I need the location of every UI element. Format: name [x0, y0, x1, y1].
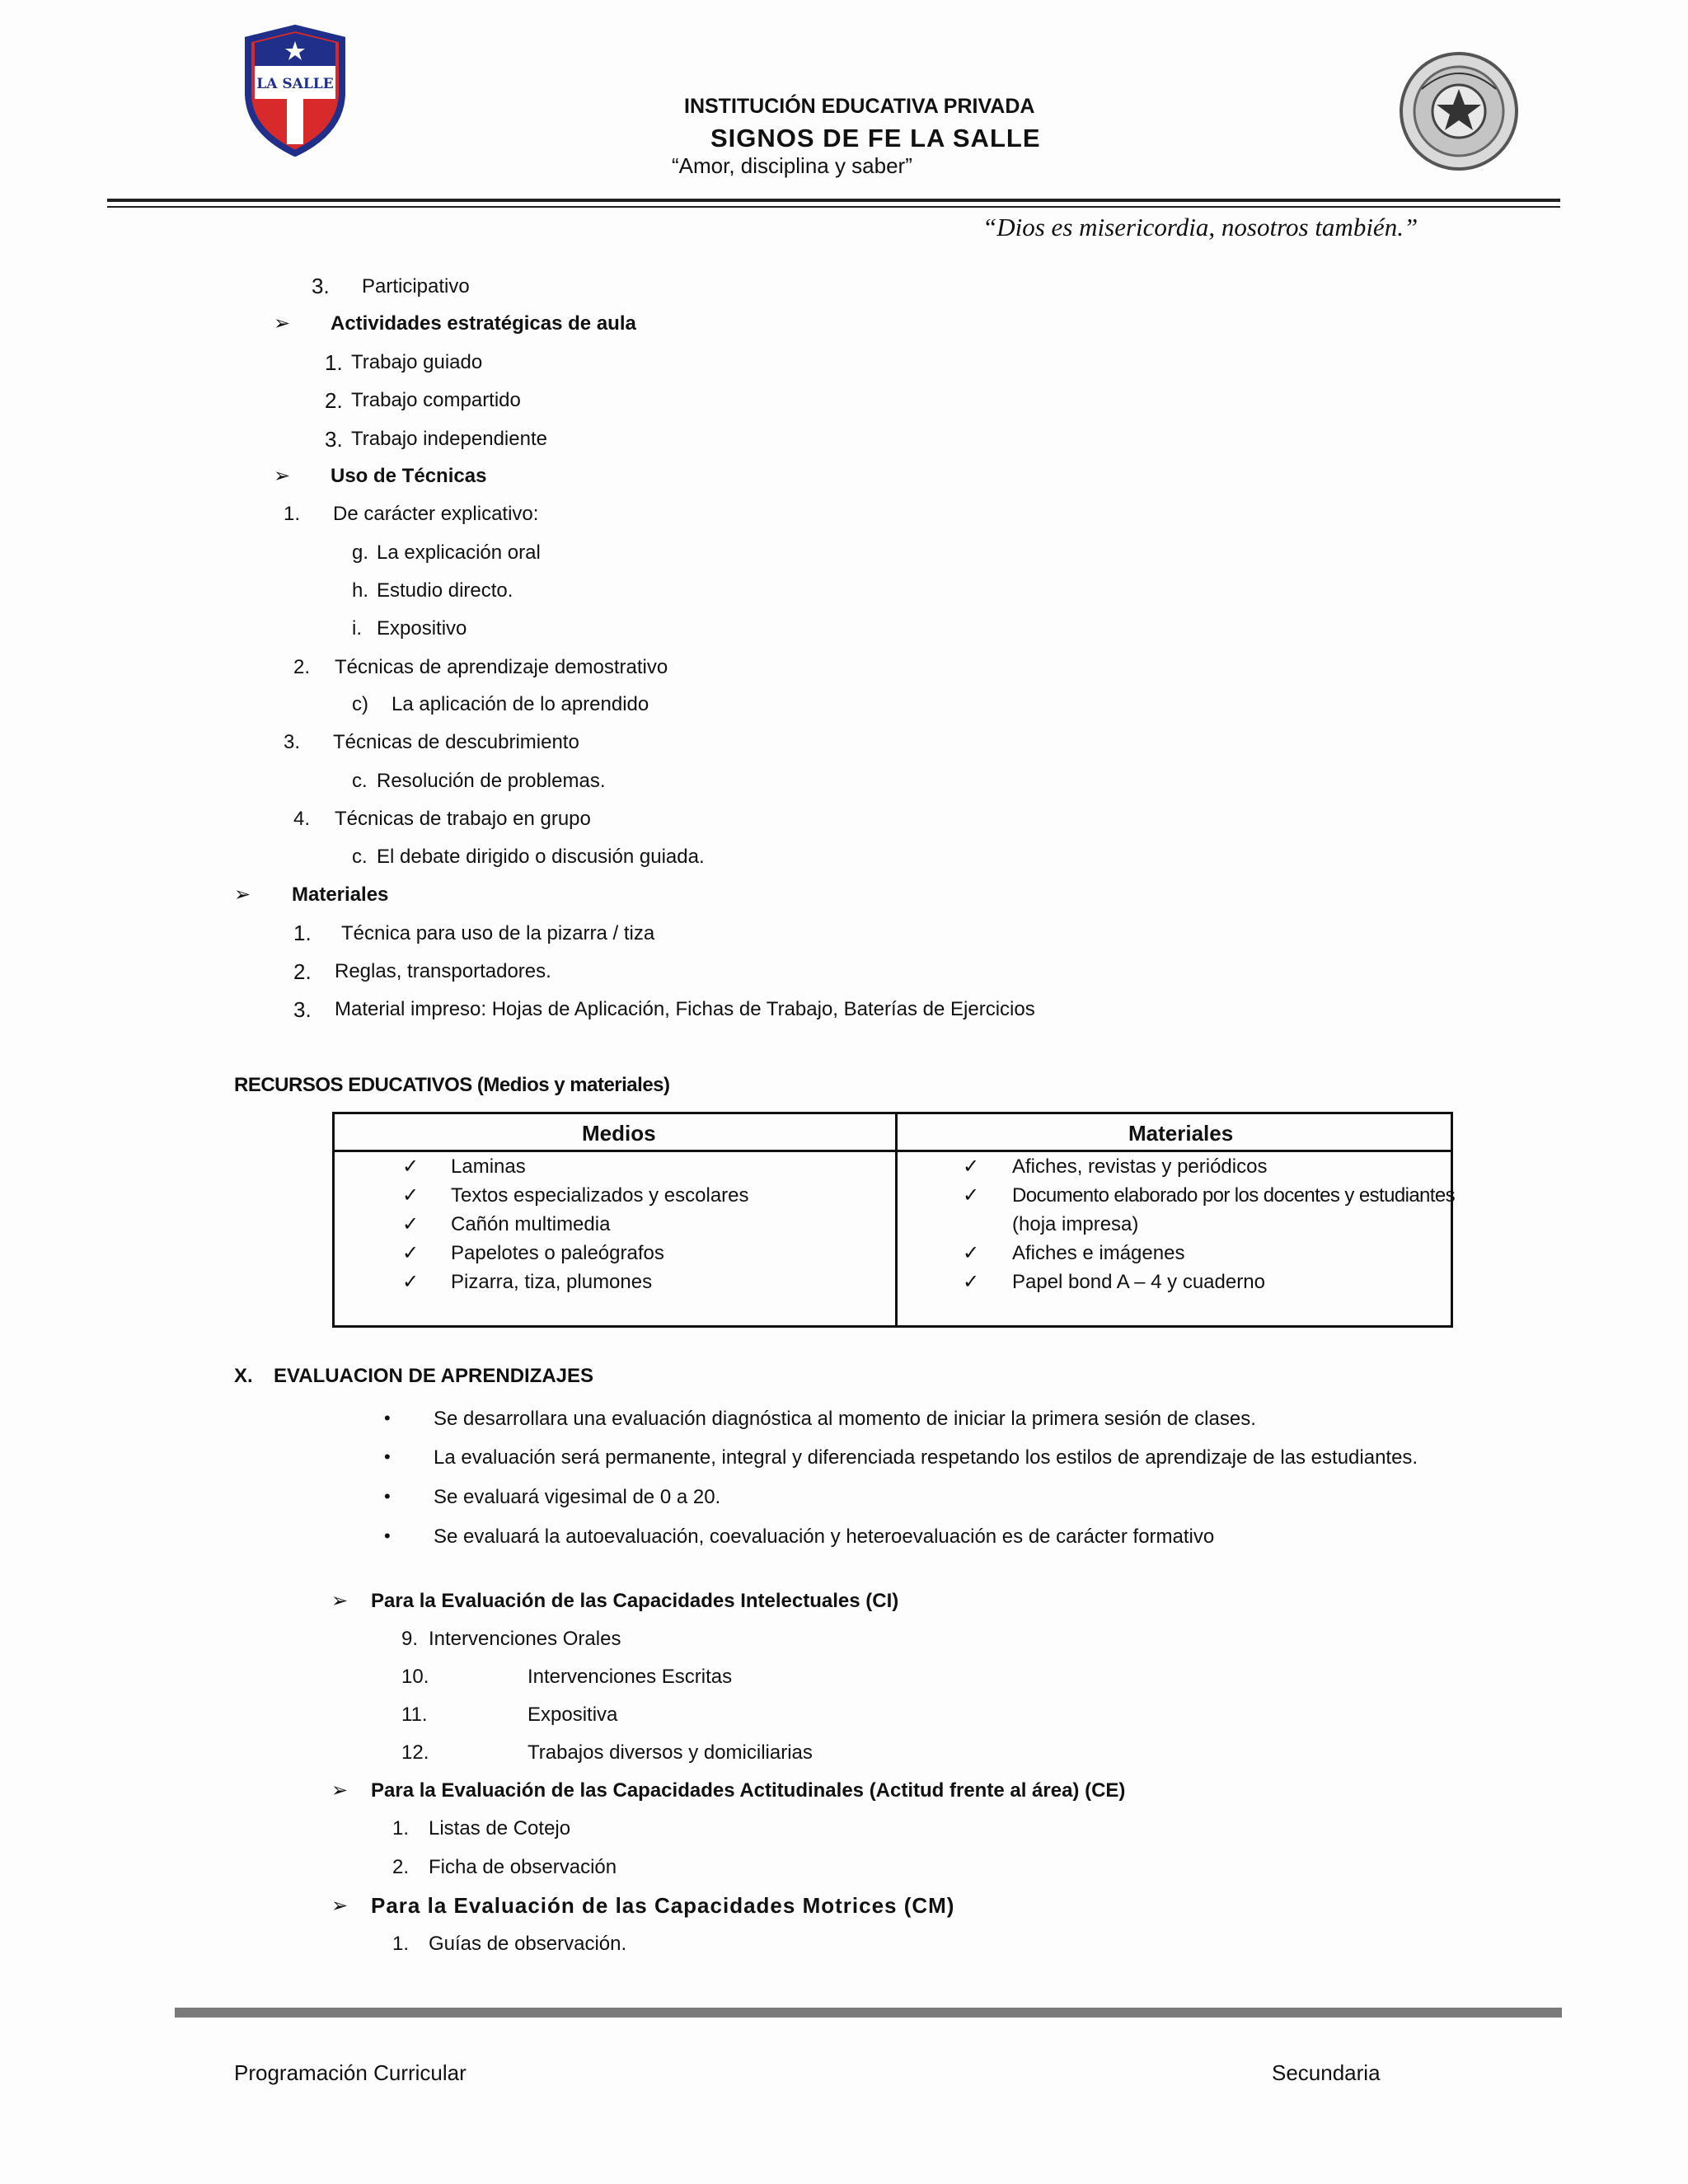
- list-number: 2.: [293, 656, 311, 678]
- list-number: 3.: [312, 274, 330, 298]
- section-heading: Uso de Técnicas: [331, 465, 487, 487]
- footer-right-text: Secundaria: [1272, 2060, 1381, 2085]
- institution-name: SIGNOS DE FE LA SALLE: [710, 124, 1041, 152]
- list-item: Técnicas de trabajo en grupo: [335, 808, 591, 830]
- list-item: Técnicas de aprendizaje demostrativo: [335, 656, 668, 678]
- list-item: Trabajo compartido: [351, 389, 521, 411]
- list-item: Resolución de problemas.: [377, 770, 606, 792]
- signum-fidei-seal-logo: [1397, 49, 1521, 173]
- medios-item: Pizarra, tiza, plumones: [451, 1271, 653, 1293]
- evaluacion-heading: EVALUACION DE APRENDIZAJES: [274, 1365, 594, 1387]
- list-item: La explicación oral: [377, 541, 541, 564]
- bullet-dot-icon: •: [384, 1446, 391, 1467]
- checkmark-icon: ✓: [963, 1155, 980, 1178]
- list-item: Expositivo: [377, 617, 467, 640]
- list-number: 1.: [325, 350, 343, 375]
- list-number: 2.: [325, 388, 343, 413]
- list-item: De carácter explicativo:: [333, 503, 539, 525]
- list-item: Guías de observación.: [429, 1933, 627, 1955]
- checkmark-icon: ✓: [963, 1242, 980, 1264]
- list-item: Expositiva: [528, 1704, 618, 1726]
- checkmark-icon: ✓: [963, 1271, 980, 1293]
- header-quote: “Dios es misericordia, nosotros también.”: [982, 213, 1418, 241]
- arrow-bullet-icon: ➢: [331, 1590, 349, 1612]
- list-letter: g.: [352, 541, 369, 564]
- column-divider: [895, 1114, 898, 1325]
- arrow-bullet-icon: ➢: [234, 883, 251, 906]
- list-number: 9.: [401, 1628, 419, 1650]
- resources-table: [332, 1112, 1456, 1328]
- checkmark-icon: ✓: [402, 1184, 420, 1207]
- list-letter: c): [352, 693, 368, 715]
- list-number: 2.: [392, 1856, 410, 1878]
- list-number: 3.: [293, 997, 312, 1022]
- list-number: 1.: [284, 503, 301, 525]
- medios-item: Laminas: [451, 1155, 526, 1178]
- footer-left-text: Programación Curricular: [234, 2060, 467, 2085]
- list-item: Participativo: [362, 275, 470, 298]
- column-header-materiales: Materiales: [1128, 1121, 1234, 1146]
- list-item: Estudio directo.: [377, 579, 513, 602]
- header-rule-thin: [107, 206, 1560, 208]
- materiales-item: Afiches, revistas y periódicos: [1012, 1155, 1268, 1178]
- list-number: 12.: [401, 1741, 429, 1764]
- list-item: Ficha de observación: [429, 1856, 617, 1878]
- checkmark-icon: ✓: [402, 1155, 420, 1178]
- list-item: Intervenciones Orales: [429, 1628, 621, 1650]
- checkmark-icon: ✓: [402, 1213, 420, 1235]
- arrow-bullet-icon: ➢: [274, 312, 291, 335]
- list-item: Trabajo independiente: [351, 428, 547, 450]
- list-number: 4.: [293, 808, 311, 830]
- list-number: 1.: [392, 1933, 410, 1955]
- medios-item: Papelotes o paleógrafos: [451, 1242, 664, 1264]
- list-number: 1.: [392, 1817, 410, 1840]
- list-item: Intervenciones Escritas: [528, 1666, 733, 1688]
- bullet-dot-icon: •: [384, 1486, 391, 1507]
- ce-heading: Para la Evaluación de las Capacidades Actitudinales (Actitud frente al área) (CE): [371, 1779, 1126, 1802]
- bullet-dot-icon: •: [384, 1526, 391, 1546]
- list-number: 10.: [401, 1666, 429, 1688]
- list-item: Trabajos diversos y domiciliarias: [528, 1741, 813, 1764]
- list-item: La aplicación de lo aprendido: [392, 693, 649, 715]
- list-number: 2.: [293, 959, 312, 984]
- list-number: 3.: [284, 731, 301, 753]
- recursos-heading: RECURSOS EDUCATIVOS (Medios y materiales): [234, 1074, 670, 1096]
- materiales-item: Papel bond A – 4 y cuaderno: [1012, 1271, 1265, 1293]
- list-letter: i.: [352, 617, 362, 640]
- medios-item: Textos especializados y escolares: [451, 1184, 749, 1207]
- footer-rule: [175, 2008, 1562, 2018]
- list-item: Listas de Cotejo: [429, 1817, 571, 1840]
- list-letter: c.: [352, 846, 368, 868]
- medios-item: Cañón multimedia: [451, 1213, 611, 1235]
- list-item: Técnica para uso de la pizarra / tiza: [341, 922, 655, 944]
- list-item: Trabajo guiado: [351, 351, 483, 373]
- materiales-item: (hoja impresa): [1012, 1213, 1139, 1235]
- evaluacion-bullet: Se evaluará la autoevaluación, coevaluación y heteroevaluación es de carácter formativo: [434, 1526, 1215, 1548]
- ci-heading: Para la Evaluación de las Capacidades Intelectuales (CI): [371, 1590, 899, 1612]
- svg-text:LA SALLE: LA SALLE: [256, 76, 334, 92]
- list-number: 11.: [401, 1704, 428, 1726]
- list-item: El debate dirigido o discusión guiada.: [377, 846, 705, 868]
- section-heading: Actividades estratégicas de aula: [331, 312, 636, 335]
- header-rule: [107, 199, 1560, 202]
- list-number: 3.: [325, 427, 343, 452]
- section-number: X.: [234, 1365, 253, 1387]
- checkmark-icon: ✓: [402, 1271, 420, 1293]
- list-letter: h.: [352, 579, 369, 602]
- la-salle-shield-logo: [241, 25, 349, 157]
- evaluacion-bullet: Se evaluará vigesimal de 0 a 20.: [434, 1486, 721, 1508]
- cm-heading: Para la Evaluación de las Capacidades Motrices (CM): [371, 1893, 955, 1918]
- list-item: Técnicas de descubrimiento: [333, 731, 579, 753]
- evaluacion-bullet: La evaluación será permanente, integral y diferenciada respetando los estilos de aprendizaje de las estudiantes.: [434, 1446, 1418, 1469]
- bullet-dot-icon: •: [384, 1408, 391, 1428]
- institution-motto: “Amor, disciplina y saber”: [672, 153, 912, 178]
- arrow-bullet-icon: ➢: [331, 1895, 349, 1917]
- section-heading: Materiales: [292, 883, 389, 906]
- evaluacion-bullet: Se desarrollara una evaluación diagnóstica al momento de iniciar la primera sesión de clases.: [434, 1408, 1256, 1430]
- checkmark-icon: ✓: [963, 1184, 980, 1207]
- list-number: 1.: [293, 921, 312, 945]
- arrow-bullet-icon: ➢: [274, 465, 291, 487]
- checkmark-icon: ✓: [402, 1242, 420, 1264]
- list-item: Material impreso: Hojas de Aplicación, Fichas de Trabajo, Baterías de Ejercicios: [335, 998, 1035, 1020]
- materiales-item: Documento elaborado por los docentes y estudiantes: [1012, 1184, 1456, 1207]
- materiales-item: Afiches e imágenes: [1012, 1242, 1185, 1264]
- list-item: Reglas, transportadores.: [335, 960, 551, 982]
- table-header-row: [335, 1114, 1451, 1152]
- institution-type: INSTITUCIÓN EDUCATIVA PRIVADA: [684, 95, 1035, 118]
- list-letter: c.: [352, 770, 368, 792]
- arrow-bullet-icon: ➢: [331, 1779, 349, 1802]
- column-header-medios: Medios: [582, 1121, 656, 1146]
